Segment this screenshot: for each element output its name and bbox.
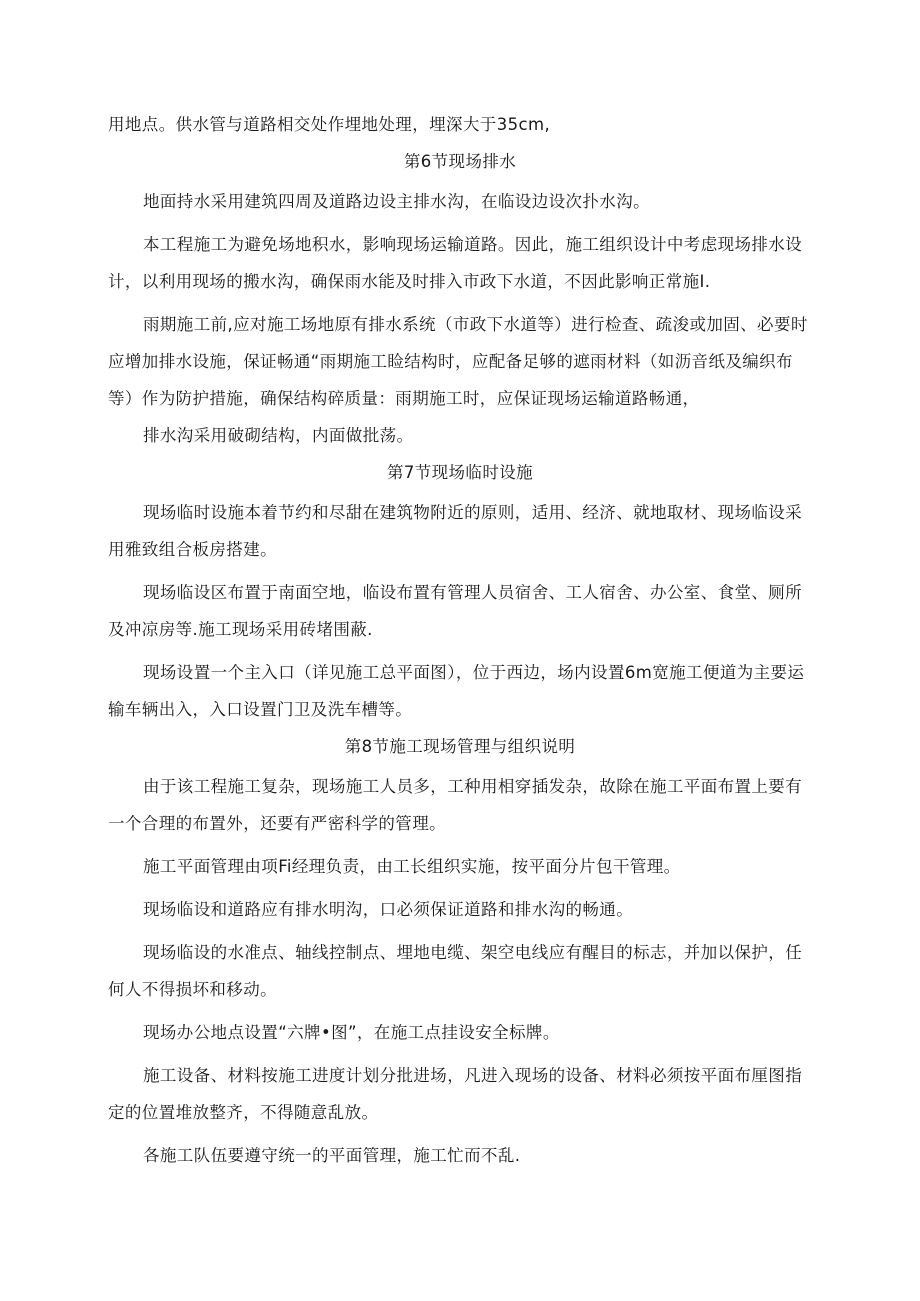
section-heading-6: 第6节现场排水 (403, 152, 517, 171)
section-heading-8: 第8节施工现场管理与组织说明 (344, 737, 576, 756)
paragraph-continuation: 用地点。供水管与道路相交处作埋地处理，埋深大于35cm, (108, 115, 551, 134)
paragraph: 现场临时设施本着节约和尽甜在建筑物附近的原则，适用、经济、就地取材、现场临设采用雅致组合板房搭建。 (108, 503, 803, 559)
paragraph: 由于该工程施工复杂，现场施工人员多，工种用相穿插发杂，故除在施工平面布置上要有一个合理的布置外，还要有严密科学的管理。 (108, 777, 803, 833)
paragraph: 地面持水采用建筑四周及道路边设主排水沟，在临设边设次扑水沟。 (143, 192, 650, 211)
paragraph: 排水沟采用破砌结构，内面做批荡。 (143, 426, 414, 445)
paragraph: 本工程施工为避免场地积水，影响现场运输道路。因此，施工组织设计中考虑现场排水设计，以利用现场的搬水沟，确保雨水能及时排入市政下水道，不因此影响正常施I. (108, 235, 803, 291)
paragraph: 现场办公地点设置“六牌•图”，在施工点挂设安全标牌。 (143, 1023, 560, 1042)
paragraph: 现场临设的水准点、轴线控制点、埋地电缆、架空电线应有醒目的标志，并加以保护，任何人不得损坏和移动。 (108, 943, 803, 999)
section-heading-7: 第7节现场临时设施 (386, 463, 534, 482)
paragraph: 施工设备、材料按施工进度计划分批进场，凡进入现场的设备、材料必须按平面布厘图指定的位置堆放整齐，不得随意乱放。 (108, 1066, 803, 1122)
document-body (108, 106, 812, 1174)
paragraph: 现场临设和道路应有排水明沟，口必须保证道路和排水沟的畅通。 (143, 900, 634, 919)
paragraph: 现场临设区布置于南面空地，临设布置有管理人员宿舍、工人宿舍、办公室、食堂、厕所及冲凉房等.施工现场采用砖堵围蔽. (108, 583, 803, 639)
paragraph: 现场设置一个主入口（详见施工总平面图），位于西边，场内设置6m宽施工便道为主要运输车辆出入，入口设置门卫及洗车槽等。 (108, 663, 805, 719)
paragraph: 施工平面管理由项Fi经理负责，由工长组织实施，按平面分片包干管理。 (143, 857, 681, 876)
paragraph: 雨期施工前,应对施工场地原有排水系统（市政下水道等）进行检查、疏浚或加固、必要时应增加排水设施，保证畅通“雨期施工睑结构时，应配备足够的遮雨材料（如沥音纸及编织布等）作为防护措施，确保结构碎质量：雨期施工时，应保证现场运输道路畅通， (108, 315, 808, 408)
paragraph: 各施工队伍要遵守统一的平面管理，施工忙而不乱. (143, 1146, 521, 1165)
